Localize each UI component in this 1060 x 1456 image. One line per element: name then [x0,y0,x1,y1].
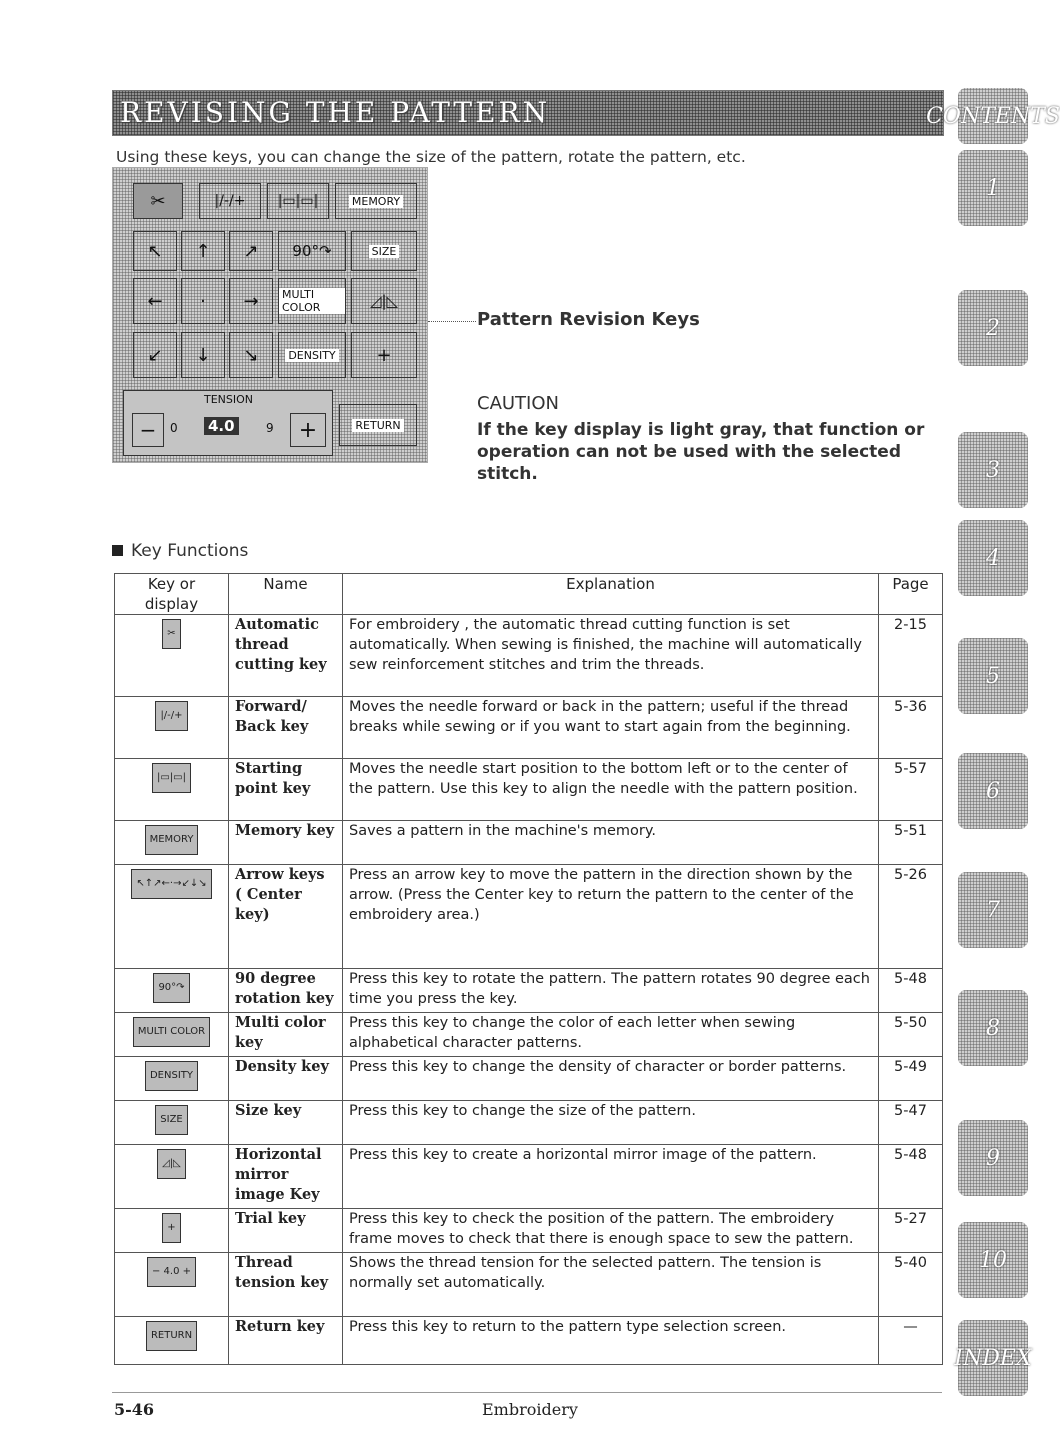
footer-rule [112,1392,942,1393]
side-tab-1[interactable] [958,150,1028,226]
side-tab-4[interactable] [958,520,1028,596]
key-icon-graphic: ✂ [162,619,180,649]
key-icon [115,697,229,759]
key-icon [115,865,229,969]
key-icon [115,1057,229,1101]
key-name: Memory key [229,821,343,865]
key-explanation: Shows the thread tension for the selected pattern. The tension is normally set automatically. [343,1253,879,1317]
key-icon-graphic: MULTI COLOR [133,1017,210,1047]
key-icon-graphic: |/-/+ [155,701,187,731]
page-title: REVISING THE PATTERN [120,96,551,129]
forward-back-key[interactable]: |/-/+ [199,183,261,219]
table-row [115,1253,943,1317]
key-page: 5-40 [879,1253,943,1317]
key-icon [115,1145,229,1209]
arrow-down-right-key[interactable]: ↘ [229,332,273,378]
key-name: Trial key [229,1209,343,1253]
key-icon-graphic: MEMORY [145,825,199,855]
table-row [115,969,943,1013]
arrow-down-key[interactable]: ↓ [181,332,225,378]
key-icon-graphic: − 4.0 + [147,1257,196,1287]
side-tab-10[interactable] [958,1222,1028,1298]
key-icon-graphic: ◿|◺ [157,1149,186,1179]
return-key[interactable]: RETURN [339,404,417,446]
memory-key[interactable]: MEMORY [335,183,417,219]
key-icon-graphic: SIZE [155,1105,187,1135]
key-page: 5-26 [879,865,943,969]
side-tab-label: 5 [986,663,1000,689]
tension-min: 0 [170,421,178,435]
side-tab-label: CONTENTS [926,103,1060,129]
key-explanation: Press this key to change the size of the pattern. [343,1101,879,1145]
key-icon [115,821,229,865]
side-tab-label: 3 [986,457,1000,483]
key-name: Forward/ Back key [229,697,343,759]
table-header-row [115,574,943,615]
key-name: Horizontal mirror image Key [229,1145,343,1209]
pattern-revision-panel [112,167,428,463]
callout-label: Pattern Revision Keys [477,309,700,330]
key-explanation: Press this key to change the color of each letter when sewing alphabetical character patterns. [343,1013,879,1057]
key-name: Starting point key [229,759,343,821]
table-row [115,697,943,759]
side-tab-6[interactable] [958,753,1028,829]
key-explanation: Press this key to return to the pattern type selection screen. [343,1317,879,1365]
tension-minus-button[interactable]: − [132,413,164,447]
trial-key[interactable]: + [351,332,417,378]
key-explanation: Moves the needle forward or back in the pattern; useful if the thread breaks while sewing or if you want to start again from the beginning. [343,697,879,759]
table-row [115,615,943,697]
section-title: Key Functions [131,541,249,561]
table-row [115,1057,943,1101]
side-tab-index[interactable] [954,1320,1032,1396]
side-tab-3[interactable] [958,432,1028,508]
key-page: 5-49 [879,1057,943,1101]
key-page: 5-57 [879,759,943,821]
key-page: 5-51 [879,821,943,865]
key-page: 5-27 [879,1209,943,1253]
key-page: 5-50 [879,1013,943,1057]
key-icon-graphic: + [162,1213,180,1243]
key-explanation: Press this key to create a horizontal mirror image of the pattern. [343,1145,879,1209]
density-key[interactable]: DENSITY [278,332,346,378]
side-tab-label: 7 [986,897,1000,923]
key-icon-graphic: DENSITY [145,1061,198,1091]
key-page: — [879,1317,943,1365]
arrow-up-right-key[interactable]: ↗ [229,231,273,271]
key-icon-graphic: RETURN [146,1321,197,1351]
key-explanation: Press this key to rotate the pattern. The pattern rotates 90 degree each time you press the key. [343,969,879,1013]
side-tab-8[interactable] [958,990,1028,1066]
key-name: Return key [229,1317,343,1365]
tension-max: 9 [266,421,274,435]
key-name: Density key [229,1057,343,1101]
mirror-key[interactable]: ◿|◺ [351,278,417,324]
side-tab-2[interactable] [958,290,1028,366]
thread-cut-key[interactable]: ✂ [133,183,183,219]
table-row [115,1317,943,1365]
side-tab-label: 8 [986,1015,1000,1041]
size-key[interactable]: SIZE [351,231,417,271]
key-name: Arrow keys ( Center key) [229,865,343,969]
key-icon [115,1101,229,1145]
table-row [115,1101,943,1145]
section-heading [112,541,248,561]
side-tab-9[interactable] [958,1120,1028,1196]
side-tab-label: 10 [979,1247,1007,1273]
key-explanation: Moves the needle start position to the bottom left or to the center of the pattern. Use this key to align the needle with the pattern position. [343,759,879,821]
side-tab-label: 1 [986,175,1000,201]
tension-value: 4.0 [204,417,239,435]
side-tab-label: 2 [986,315,1000,341]
key-functions-table [114,573,943,1365]
header-name: Name [229,574,343,615]
key-icon-graphic: 90°↷ [153,973,189,1003]
header-key: Key or display [115,574,229,615]
key-icon [115,1013,229,1057]
header-explanation: Explanation [343,574,879,615]
key-icon [115,1317,229,1365]
side-tab-5[interactable] [958,638,1028,714]
key-icon [115,759,229,821]
key-icon-graphic: |▭|▭| [152,763,191,793]
key-page: 5-36 [879,697,943,759]
rotate-90-key[interactable]: 90°↷ [278,231,346,271]
side-tab-label: 9 [986,1145,1000,1171]
arrow-up-left-key[interactable]: ↖ [133,231,177,271]
header-page: Page [879,574,943,615]
table-row [115,759,943,821]
footer-page-number: 5-46 [114,1400,155,1419]
side-tab-contents[interactable] [926,88,1060,144]
arrow-up-key[interactable]: ↑ [181,231,225,271]
caution-body: If the key display is light gray, that function or operation can not be used with the selected stitch. [477,420,925,484]
key-icon [115,1253,229,1317]
key-explanation: Press an arrow key to move the pattern in the direction shown by the arrow. (Press the Center key to return the pattern to the center of the embroidery area.) [343,865,879,969]
key-explanation: Press this key to check the position of the pattern. The embroidery frame moves to check that there is enough space to sew the pattern. [343,1209,879,1253]
side-tab-label: 6 [986,778,1000,804]
tension-label: TENSION [204,393,254,406]
arrow-left-key[interactable]: ← [133,278,177,324]
footer-section: Embroidery [482,1400,578,1419]
side-tab-label: INDEX [954,1345,1032,1371]
caution-heading: CAUTION [477,393,559,414]
key-icon [115,969,229,1013]
key-explanation: Saves a pattern in the machine's memory. [343,821,879,865]
tension-plus-button[interactable]: + [290,413,326,447]
key-page: 2-15 [879,615,943,697]
table-row [115,821,943,865]
key-icon [115,1209,229,1253]
table-row [115,1145,943,1209]
table-row [115,865,943,969]
table-row [115,1209,943,1253]
key-explanation: Press this key to change the density of character or border patterns. [343,1057,879,1101]
key-name: Thread tension key [229,1253,343,1317]
table-row [115,1013,943,1057]
leader-line [428,321,476,322]
arrow-right-key[interactable]: → [229,278,273,324]
key-page: 5-47 [879,1101,943,1145]
starting-point-key[interactable]: |▭|▭| [267,183,329,219]
bullet-square-icon [112,545,123,556]
key-page: 5-48 [879,1145,943,1209]
multi-color-key[interactable]: MULTI COLOR [278,278,346,324]
side-tab-7[interactable] [958,872,1028,948]
intro-text: Using these keys, you can change the size of the pattern, rotate the pattern, etc. [116,148,746,166]
key-icon-graphic: ↖↑↗←·→↙↓↘ [131,869,211,899]
key-name: Automatic thread cutting key [229,615,343,697]
arrow-down-left-key[interactable]: ↙ [133,332,177,378]
key-name: Multi color key [229,1013,343,1057]
side-tab-label: 4 [986,545,1000,571]
key-page: 5-48 [879,969,943,1013]
key-name: 90 degree rotation key [229,969,343,1013]
center-key[interactable]: · [181,278,225,324]
key-explanation: For embroidery , the automatic thread cutting function is set automatically. When sewing is finished, the machine will automatically sew reinforcement stitches and trim the threads. [343,615,879,697]
key-icon [115,615,229,697]
tension-display [123,390,333,456]
key-name: Size key [229,1101,343,1145]
